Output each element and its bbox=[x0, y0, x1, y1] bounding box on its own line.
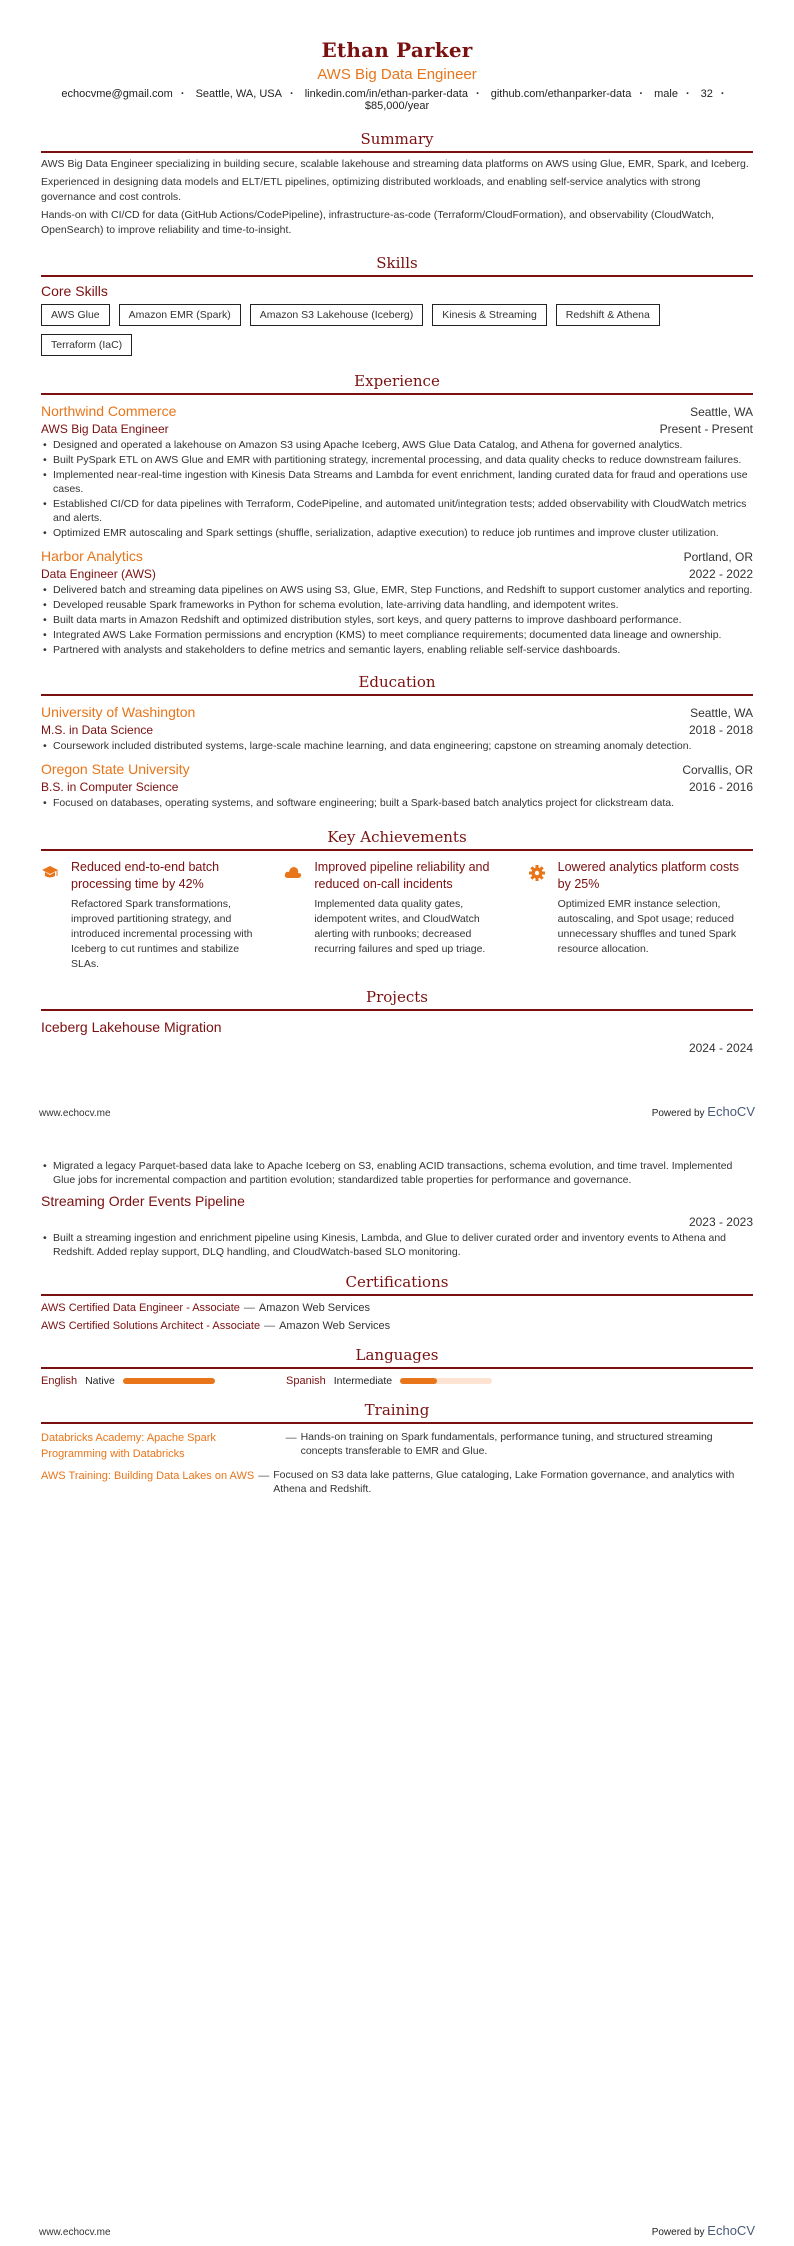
bullet-item: • Built a streaming ingestion and enrichment pipeline using Kinesis, Lambda, and Glue to deliver curated order and inventory events to Athena and Redshift. Added replay support, DLQ handling, and CloudWatch-based SLO monitoring. bbox=[41, 1231, 753, 1259]
bullet-item: • Delivered batch and streaming data pipelines on AWS using S3, Glue, EMR, Step Functions, and Redshift to support customer analytics and reporting. bbox=[41, 583, 753, 597]
skill-tag: Terraform (IaC) bbox=[41, 334, 132, 356]
company-location: Seattle, WA bbox=[690, 405, 753, 419]
company-location: Portland, OR bbox=[683, 550, 753, 564]
contact-line: echocvme@gmail.com · Seattle, WA, USA · linkedin.com/in/ethan-parker-data · github.com/ethanparker-data · male · 32 · $85,000/year bbox=[61, 88, 725, 112]
languages-section bbox=[41, 1346, 753, 1387]
section-title-education: Education bbox=[41, 673, 753, 696]
training-item: AWS Training: Building Data Lakes on AWS — Focused on S3 data lake patterns, Glue cataloging, Lake Formation governance, and analytics with Athena and Redshift. bbox=[41, 1468, 753, 1496]
section-title-achievements: Key Achievements bbox=[41, 828, 753, 851]
footer-url[interactable]: www.echocv.me bbox=[39, 2227, 111, 2238]
powered-by: Powered by EchoCV bbox=[651, 2223, 755, 2238]
language-name: Spanish bbox=[286, 1375, 326, 1387]
job-bullets bbox=[41, 583, 753, 657]
certification-item: AWS Certified Data Engineer - Associate — Amazon Web Services bbox=[41, 1302, 370, 1314]
bullet-item: • Integrated AWS Lake Formation permissions and encryption (KMS) to meet compliance requirements; documented data lineage and ownership. bbox=[41, 628, 753, 642]
bullet-item: • Partnered with analysts and stakeholders to define metrics and semantic layers, enabling reliable self-service dashboards. bbox=[41, 643, 753, 657]
project-bullets bbox=[41, 1231, 753, 1259]
experience-entry bbox=[41, 548, 753, 657]
page-footer bbox=[39, 2223, 755, 2238]
degree: M.S. in Data Science bbox=[41, 723, 154, 737]
brand-logo[interactable]: EchoCV bbox=[707, 2223, 755, 2238]
job-role: AWS Big Data Engineer bbox=[41, 422, 169, 436]
project-dates: 2023 - 2023 bbox=[688, 1215, 753, 1229]
training-item: Databricks Academy: Apache Spark Programming with Databricks — Hands-on training on Spark fundamentals, performance tuning, and structured streaming concepts transferable to EMR and Glue. bbox=[41, 1430, 753, 1462]
contact-linkedin[interactable]: linkedin.com/in/ethan-parker-data bbox=[304, 88, 468, 100]
section-title-skills: Skills bbox=[41, 254, 753, 277]
certifications-section bbox=[41, 1273, 753, 1332]
school-location: Seattle, WA bbox=[690, 706, 753, 720]
skills-subtitle: Core Skills bbox=[41, 283, 108, 299]
achievements-section bbox=[41, 828, 753, 972]
achievement-card bbox=[41, 859, 266, 972]
job-dates: 2022 - 2022 bbox=[688, 567, 753, 581]
language-proficiency-bar bbox=[123, 1378, 215, 1384]
skill-tag: Kinesis & Streaming bbox=[432, 304, 547, 326]
language-name: English bbox=[41, 1375, 78, 1387]
language-item bbox=[41, 1375, 286, 1387]
bullet-item: • Focused on databases, operating systems, and software engineering; built a Spark-based batch analytics project for clickstream data. bbox=[41, 796, 753, 810]
section-title-certifications: Certifications bbox=[41, 1273, 753, 1296]
skill-tag: AWS Glue bbox=[41, 304, 110, 326]
bullet-item: • Optimized EMR autoscaling and Spark settings (shuffle, serialization, adaptive execution) to reduce job runtimes and improve cluster utilization. bbox=[41, 526, 753, 540]
skills-section bbox=[41, 254, 753, 356]
page-footer bbox=[39, 1104, 755, 1119]
skill-tag: Redshift & Athena bbox=[556, 304, 660, 326]
education-section bbox=[41, 673, 753, 810]
achievement-card bbox=[528, 859, 753, 972]
bullet-item: • Built PySpark ETL on AWS Glue and EMR with partitioning strategy, incremental processing, and data quality checks to reduce downstream failures. bbox=[41, 453, 753, 467]
language-item bbox=[286, 1375, 531, 1387]
cert-name: AWS Certified Solutions Architect - Associate bbox=[41, 1320, 261, 1332]
training-section bbox=[41, 1401, 753, 1496]
section-title-training: Training bbox=[41, 1401, 753, 1424]
summary-paragraph: Hands-on with CI/CD for data (GitHub Actions/CodePipeline), infrastructure-as-code (Terraform/CloudFormation), and observability (CloudWatch, OpenSearch) to improve reliability and time-to-insight. bbox=[41, 209, 715, 236]
candidate-name: Ethan Parker bbox=[321, 38, 473, 62]
project-name: Iceberg Lakehouse Migration bbox=[41, 1019, 222, 1035]
section-title-experience: Experience bbox=[41, 372, 753, 395]
job-role: Data Engineer (AWS) bbox=[41, 567, 156, 581]
bullet-item: • Designed and operated a lakehouse on Amazon S3 using Apache Iceberg, AWS Glue Data Catalog, and Athena for governed analytics. bbox=[41, 438, 753, 452]
bullet-item: • Implemented near-real-time ingestion with Kinesis Data Streams and Lambda for event enrichment, landing curated data for fraud and operations use cases. bbox=[41, 468, 753, 496]
experience-entry bbox=[41, 403, 753, 540]
achievement-card bbox=[284, 859, 509, 972]
language-level: Intermediate bbox=[333, 1375, 393, 1387]
school-location: Corvallis, OR bbox=[682, 763, 753, 777]
school-name: Oregon State University bbox=[41, 761, 190, 777]
training-name: AWS Training: Building Data Lakes on AWS bbox=[41, 1470, 255, 1482]
section-title-languages: Languages bbox=[41, 1346, 753, 1369]
brand-logo[interactable]: EchoCV bbox=[707, 1104, 755, 1119]
bullet-item: • Coursework included distributed systems, large-scale machine learning, and data engineering; capstone on streaming anomaly detection. bbox=[41, 739, 753, 753]
summary-paragraph: Experienced in designing data models and ELT/ETL pipelines, optimizing distributed workloads, and enabling self-service analytics with strong governance and cost controls. bbox=[41, 176, 701, 203]
company-name: Northwind Commerce bbox=[41, 403, 177, 419]
resume-header bbox=[41, 0, 753, 112]
training-name: Databricks Academy: Apache Spark Programming with Databricks bbox=[41, 1432, 216, 1460]
project-bullets bbox=[41, 1159, 753, 1187]
contact-gender: male bbox=[654, 88, 678, 100]
footer-url[interactable]: www.echocv.me bbox=[39, 1108, 111, 1119]
contact-location: Seattle, WA, USA bbox=[195, 88, 282, 100]
achievement-desc: Implemented data quality gates, idempotent writes, and CloudWatch alerting with runbooks; decreased recurring failures and sped up triage. bbox=[314, 898, 486, 955]
cloud-icon bbox=[284, 864, 302, 972]
training-desc: Focused on S3 data lake patterns, Glue cataloging, Lake Formation governance, and analytics with Athena and Redshift. bbox=[273, 1469, 735, 1495]
education-entry bbox=[41, 704, 753, 753]
job-dates: Present - Present bbox=[659, 422, 753, 436]
contact-github[interactable]: github.com/ethanparker-data bbox=[490, 88, 632, 100]
contact-email[interactable]: echocvme@gmail.com bbox=[61, 88, 173, 100]
cert-name: AWS Certified Data Engineer - Associate bbox=[41, 1302, 240, 1314]
achievement-title: Lowered analytics platform costs by 25% bbox=[557, 860, 739, 891]
cert-issuer: Amazon Web Services bbox=[279, 1320, 391, 1332]
company-name: Harbor Analytics bbox=[41, 548, 143, 564]
degree: B.S. in Computer Science bbox=[41, 780, 179, 794]
language-level: Native bbox=[85, 1375, 115, 1387]
language-proficiency-bar bbox=[400, 1378, 492, 1384]
education-dates: 2018 - 2018 bbox=[688, 723, 753, 737]
school-name: University of Washington bbox=[41, 704, 196, 720]
achievement-desc: Refactored Spark transformations, improved partitioning strategy, and introduced incremental processing with Iceberg to cut runtimes and stabilize SLAs. bbox=[71, 898, 253, 970]
resume-page-2 bbox=[0, 1123, 794, 2246]
achievement-title: Improved pipeline reliability and reduced on-call incidents bbox=[314, 860, 490, 891]
job-bullets bbox=[41, 438, 753, 540]
cert-issuer: Amazon Web Services bbox=[258, 1302, 370, 1314]
project-dates: 2024 - 2024 bbox=[688, 1041, 753, 1055]
bullet-item: • Migrated a legacy Parquet-based data lake to Apache Iceberg on S3, enabling ACID transactions, schema evolution, and time travel. Implemented Glue jobs for incremental compaction and partition evolution; standardized table properties for performance and governance. bbox=[41, 1159, 753, 1187]
education-bullets bbox=[41, 796, 753, 810]
graduation-cap-icon bbox=[41, 864, 59, 972]
contact-age: 32 bbox=[700, 88, 713, 100]
project-name: Streaming Order Events Pipeline bbox=[41, 1193, 245, 1209]
contact-salary: $85,000/year bbox=[364, 100, 430, 112]
bullet-item: • Built data marts in Amazon Redshift and optimized distribution styles, sort keys, and query patterns to improve dashboard performance. bbox=[41, 613, 753, 627]
certification-item: AWS Certified Solutions Architect - Associate — Amazon Web Services bbox=[41, 1320, 391, 1332]
gear-icon bbox=[528, 864, 546, 972]
bullet-item: • Established CI/CD for data pipelines with Terraform, CodePipeline, and automated unit/integration tests; added observability with CloudWatch metrics and alerts. bbox=[41, 497, 753, 525]
education-bullets bbox=[41, 739, 753, 753]
skill-tag: Amazon EMR (Spark) bbox=[119, 304, 241, 326]
candidate-title: AWS Big Data Engineer bbox=[317, 66, 477, 83]
section-title-summary: Summary bbox=[41, 130, 753, 153]
achievement-title: Reduced end-to-end batch processing time by 42% bbox=[71, 860, 220, 891]
skill-tag: Amazon S3 Lakehouse (Iceberg) bbox=[250, 304, 424, 326]
skill-tags bbox=[41, 304, 753, 356]
summary-section bbox=[41, 130, 753, 238]
summary-paragraph: AWS Big Data Engineer specializing in building secure, scalable lakehouse and streaming data platforms on AWS using Glue, EMR, Spark, and Iceberg. bbox=[41, 158, 749, 170]
experience-section bbox=[41, 372, 753, 657]
bullet-item: • Developed reusable Spark frameworks in Python for schema evolution, late-arriving data handling, and idempotent writes. bbox=[41, 598, 753, 612]
projects-section bbox=[41, 988, 753, 1055]
education-entry bbox=[41, 761, 753, 810]
education-dates: 2016 - 2016 bbox=[688, 780, 753, 794]
section-title-projects: Projects bbox=[41, 988, 753, 1011]
training-desc: Hands-on training on Spark fundamentals, performance tuning, and structured streaming concepts transferable to EMR and Glue. bbox=[300, 1431, 713, 1457]
powered-by: Powered by EchoCV bbox=[651, 1104, 755, 1119]
achievement-desc: Optimized EMR instance selection, autoscaling, and Spot usage; reduced unnecessary shuffles and tuned Spark resource allocation. bbox=[557, 898, 737, 955]
